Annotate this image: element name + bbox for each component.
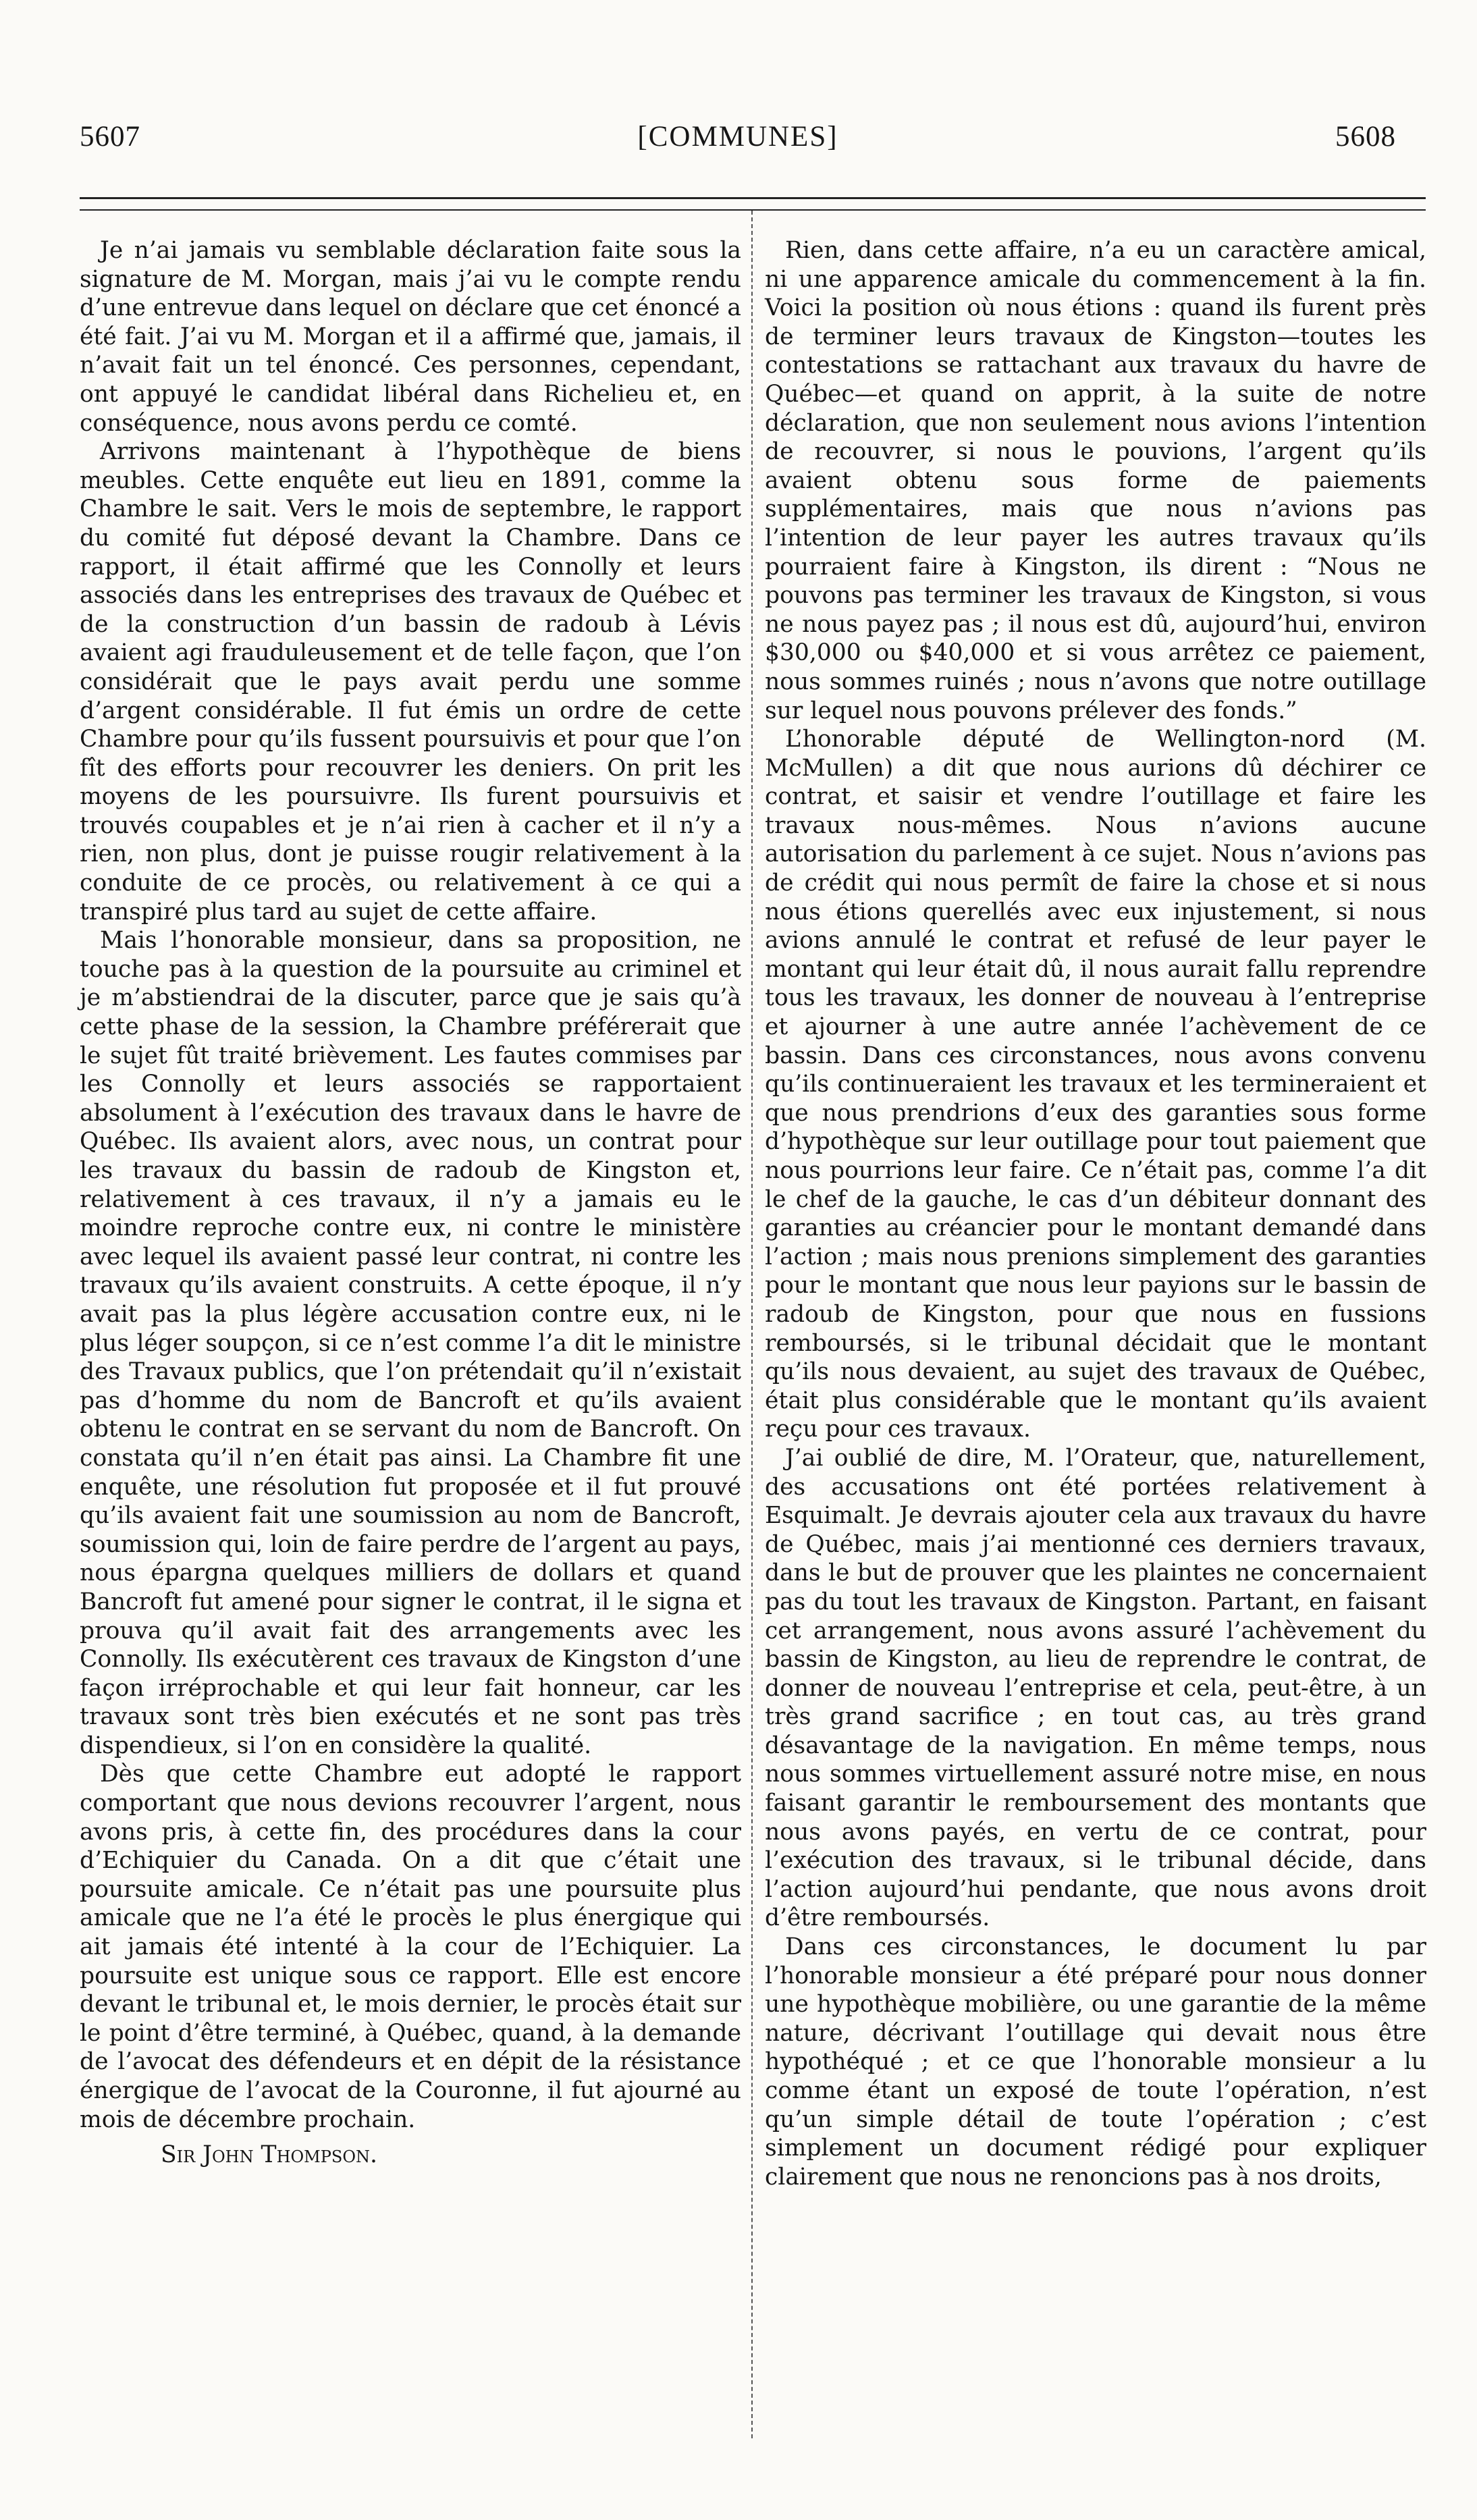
page-number-left: 5607 bbox=[80, 121, 140, 153]
running-title: [COMMUNES] bbox=[637, 121, 838, 153]
page-number-right: 5608 bbox=[1335, 121, 1396, 153]
paragraph: Mais l’honorable monsieur, dans sa proposition, ne touche pas à la question de la poursuite au criminel et je m’abstiendrai de la discuter, parce que je sais qu’à cette phase de la session, la Chambre préférerait que le sujet fût traité brièvement. Les fautes commises par les Connolly et leurs associés se rapportaient absolument à l’exécution des travaux dans le havre de Québec. Ils avaient alors, avec nous, un contrat pour les travaux du bassin de radoub de Kingston et, relativement à ces travaux, il n’y a jamais eu le moindre reproche contre eux, ni contre le ministère avec lequel ils avaient passé leur contrat, ni contre les travaux qu’ils avaient construits. A cette époque, il n’y avait pas la plus légère accusation contre eux, ni le plus léger soupçon, si ce n’est comme l’a dit le ministre des Travaux publics, que l’on prétendait qu’il n’existait pas d’homme du nom de Bancroft et qu’ils avaient obtenu le contrat en se servant du nom de Bancroft. On constata qu’il n’en était pas ainsi. La Chambre fit une enquête, une résolution fut proposée et il fut prouvé qu’ils avaient fait une soumission au nom de Bancroft, soumission qui, loin de faire perdre de l’argent au pays, nous épargna quelques milliers de dollars et quand Bancroft fut amené pour signer le contrat, il le signa et prouva qu’il avait fait des arrangements avec les Connolly. Ils exécutèrent ces travaux de Kingston d’une façon irréprochable et qui leur fait honneur, car les travaux sont très bien exécutés et ne sont pas très dispendieux, si l’on en considère la qualité. bbox=[80, 927, 741, 1759]
left-column bbox=[80, 236, 741, 2170]
paragraph: Dans ces circonstances, le document lu par l’honorable monsieur a été préparé pour nous donner une hypothèque mobilière, ou une garantie de la même nature, décrivant l’outillage qui devait nous être hypothéqué ; et ce que l’honorable monsieur a lu comme étant un exposé de toute l’opération, n’est qu’un simple détail de toute l’opération ; c’est simplement un document rédigé pour expliquer clairement que nous ne renoncions pas à nos droits, bbox=[765, 1933, 1426, 2191]
paragraph: Dès que cette Chambre eut adopté le rapport comportant que nous devions recouvrer l’argent, nous avons pris, à cette fin, des procédures dans la cour d’Echiquier du Canada. On a dit que c’était une poursuite amicale. Ce n’était pas une poursuite plus amicale que ne l’a été le procès le plus énergique qui ait jamais été intenté à la cour de l’Echiquier. La poursuite est unique sous ce rapport. Elle est encore devant le tribunal et, le mois dernier, le procès était sur le point d’être terminé, à Québec, quand, à la demande de l’avocat des défendeurs et en dépit de la résistance énergique de l’avocat de la Couronne, il fut ajourné au mois de décembre prochain. bbox=[80, 1761, 741, 2133]
right-column bbox=[765, 236, 1426, 2191]
paragraph: L’honorable député de Wellington-nord (M. McMullen) a dit que nous aurions dû déchirer ce contrat, et saisir et vendre l’outillage et faire les travaux nous-mêmes. Nous n’avions aucune autorisation du parlement à ce sujet. Nous n’avions pas de crédit qui nous permît de faire la chose et si nous nous étions querellés avec eux injustement, si nous avions annulé le contrat et refusé de leur payer le montant qui leur était dû, il nous aurait fallu reprendre tous les travaux, les donner de nouveau à l’entreprise et ajourner à une autre année l’achèvement de ce bassin. Dans ces circonstances, nous avons convenu qu’ils continueraient les travaux et les termineraient et que nous prendrions d’eux des garanties sous forme d’hypothèque sur leur outillage pour tout paiement que nous pourrions leur faire. Ce n’était pas, comme l’a dit le chef de la gauche, le cas d’un débiteur donnant des garanties au créancier pour le montant demandé dans l’action ; mais nous prenions simplement des garanties pour le montant que nous leur payions sur le bassin de radoub de Kingston, pour que nous en fussions remboursés, si le tribunal décidait que le montant qu’ils nous devaient, au sujet des travaux de Québec, était plus considérable que le montant qu’ils avaient reçu pour ces travaux. bbox=[765, 726, 1426, 1443]
paragraph: Je n’ai jamais vu semblable déclaration faite sous la signature de M. Morgan, mais j’ai vu le compte rendu d’une entrevue dans lequel on déclare que cet énoncé a été fait. J’ai vu M. Morgan et il a affirmé que, jamais, il n’avait fait un tel énoncé. Ces personnes, cependant, ont appuyé le candidat libéral dans Richelieu et, en conséquence, nous avons perdu ce comté. bbox=[80, 237, 741, 437]
paragraph: J’ai oublié de dire, M. l’Orateur, que, naturellement, des accusations ont été portées relativement à Esquimalt. Je devrais ajouter cela aux travaux du havre de Québec, mais j’ai mentionné ces derniers travaux, dans le but de prouver que les plaintes ne concernaient pas du tout les travaux de Kingston. Partant, en faisant cet arrangement, nous avons assuré l’achèvement du bassin de Kingston, au lieu de reprendre le contrat, de donner de nouveau l’entreprise et cela, peut-être, à un très grand sacrifice ; en tout cas, au très grand désavantage de la navigation. En même temps, nous nous sommes virtuellement assuré notre mise, en nous faisant garantir le remboursement des montants que nous avons payés, en vertu de ce contrat, pour l’exécution des travaux, si le tribunal décide, dans l’action aujourd’hui pendante, que nous avons droit d’être remboursés. bbox=[765, 1444, 1426, 1932]
column-divider bbox=[751, 211, 753, 2438]
page-header bbox=[80, 120, 1396, 161]
header-rule-bottom bbox=[80, 209, 1426, 211]
paragraph: Arrivons maintenant à l’hypothèque de biens meubles. Cette enquête eut lieu en 1891, comme la Chambre le sait. Vers le mois de septembre, le rapport du comité fut déposé devant la Chambre. Dans ce rapport, il était affirmé que les Connolly et leurs associés dans les entreprises des travaux de Québec et de la construction d’un bassin de radoub à Lévis avaient agi frauduleusement et de telle façon, que l’on considérait que le pays avait perdu une somme d’argent considérable. Il fut émis un ordre de cette Chambre pour qu’ils fussent poursuivis et pour que l’on fît des efforts pour recouvrer les deniers. On prit les moyens de les poursuivre. Ils furent poursuivis et trouvés coupables et je n’ai rien à cacher et il n’y a rien, non plus, dont je puisse rougir relativement à la conduite de ce procès, ou relativement à ce qui a transpiré plus tard au sujet de cette affaire. bbox=[80, 438, 741, 926]
speaker-name: Sir John Thompson. bbox=[161, 2141, 377, 2169]
header-rule-top bbox=[80, 197, 1426, 199]
paragraph: Rien, dans cette affaire, n’a eu un caractère amical, ni une apparence amicale du commencement à la fin. Voici la position où nous étions : quand ils furent près de terminer leurs travaux de Kingston—toutes les contestations se rattachant aux travaux du havre de Québec—et quand on apprit, à la suite de notre déclaration, que non seulement nous avions l’intention de recouvrer, si nous le pouvions, l’argent qu’ils avaient obtenu sous forme de paiements supplémentaires, mais que nous n’avions pas l’intention de leur payer les autres travaux qu’ils pourraient faire à Kingston, ils dirent : “Nous ne pouvons pas terminer les travaux de Kingston, si vous ne nous payez pas ; il nous est dû, aujourd’hui, environ $30,000 ou $40,000 et si vous arrêtez ce paiement, nous sommes ruinés ; nous n’avons que notre outillage sur lequel nous pouvons prélever des fonds.” bbox=[765, 237, 1426, 724]
